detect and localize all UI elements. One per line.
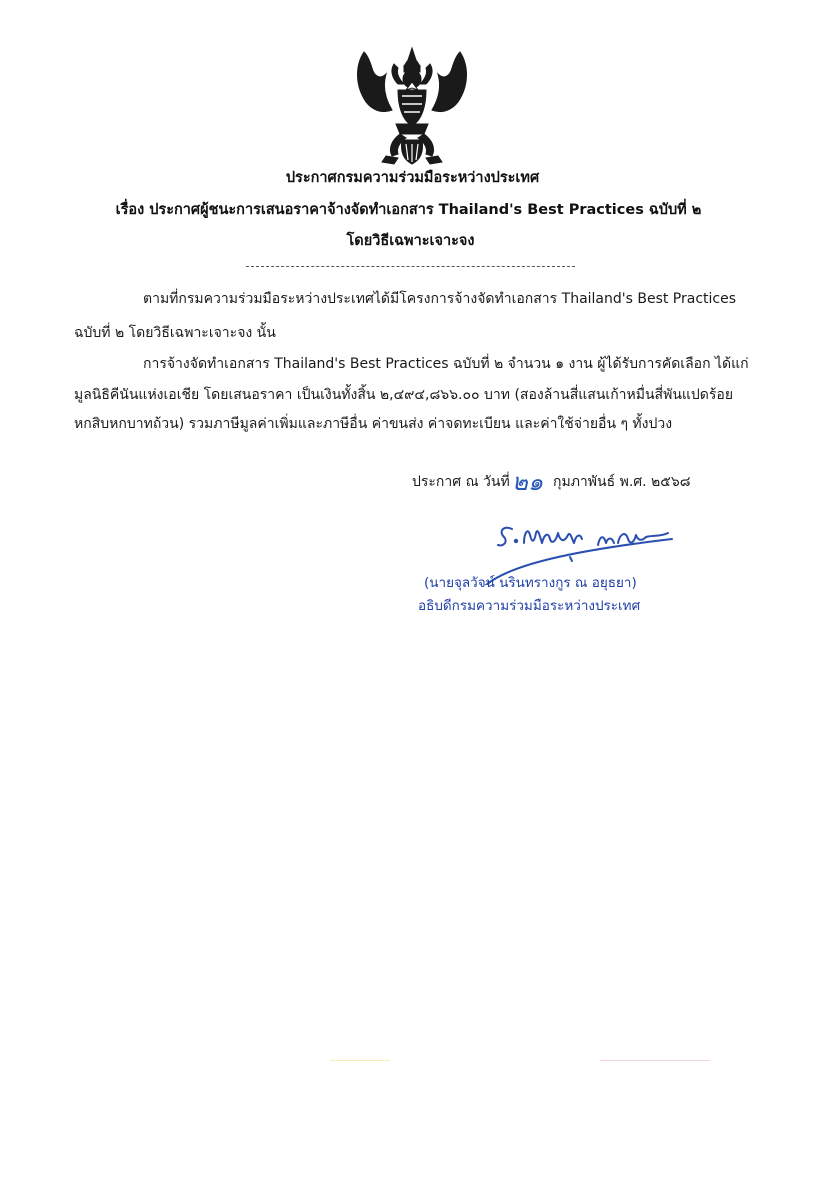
signer-name: (นายจุลวัจน์ นรินทรางกูร ณ อยุธยา)	[424, 575, 637, 591]
signer-position: อธิบดีกรมความร่วมมือระหว่างประเทศ	[418, 598, 641, 614]
paragraph-1-line-1: ตามที่กรมความร่วมมือระหว่างประเทศได้มีโครงการจ้างจัดทำเอกสาร Thailand's Best Practices	[143, 291, 737, 307]
scan-artifact	[600, 1060, 710, 1061]
subject-heading: เรื่อง ประกาศผู้ชนะการเสนอราคาจ้างจัดทำเอกสาร Thailand's Best Practices ฉบับที่ ๒	[115, 202, 702, 218]
garuda-emblem-icon	[352, 44, 472, 166]
paragraph-2-line-3: หกสิบหกบาทถ้วน) รวมภาษีมูลค่าเพิ่มและภาษีอื่น ค่าขนส่ง ค่าจดทะเบียน และค่าใช้จ่ายอื่น ๆ ทั้งปวง	[74, 416, 673, 432]
issuer-heading: ประกาศกรมความร่วมมือระหว่างประเทศ	[285, 170, 540, 186]
paragraph-2-line-1: การจ้างจัดทำเอกสาร Thailand's Best Practices ฉบับที่ ๒ จำนวน ๑ งาน ผู้ได้รับการคัดเลือก ได้แก่	[143, 356, 749, 372]
paragraph-2-line-2: มูลนิธิคีนันแห่งเอเชีย โดยเสนอราคา เป็นเงินทั้งสิ้น ๒,๔๙๔,๘๖๖.๐๐ บาท (สองล้านสี่แสนเก้าหมื่นสี่พันแปดร้อย	[74, 387, 734, 403]
paragraph-1-line-2: ฉบับที่ ๒ โดยวิธีเฉพาะเจาะจง นั้น	[74, 325, 276, 341]
method-heading: โดยวิธีเฉพาะเจาะจง	[346, 233, 475, 249]
heading-divider	[246, 266, 575, 267]
scan-artifact	[330, 1060, 390, 1061]
announcement-date-day-handwritten: ๒๑	[512, 468, 544, 496]
announcement-date-month-year: กุมภาพันธ์ พ.ศ. ๒๕๖๘	[553, 474, 691, 490]
announcement-date-prefix: ประกาศ ณ วันที่	[412, 474, 510, 490]
